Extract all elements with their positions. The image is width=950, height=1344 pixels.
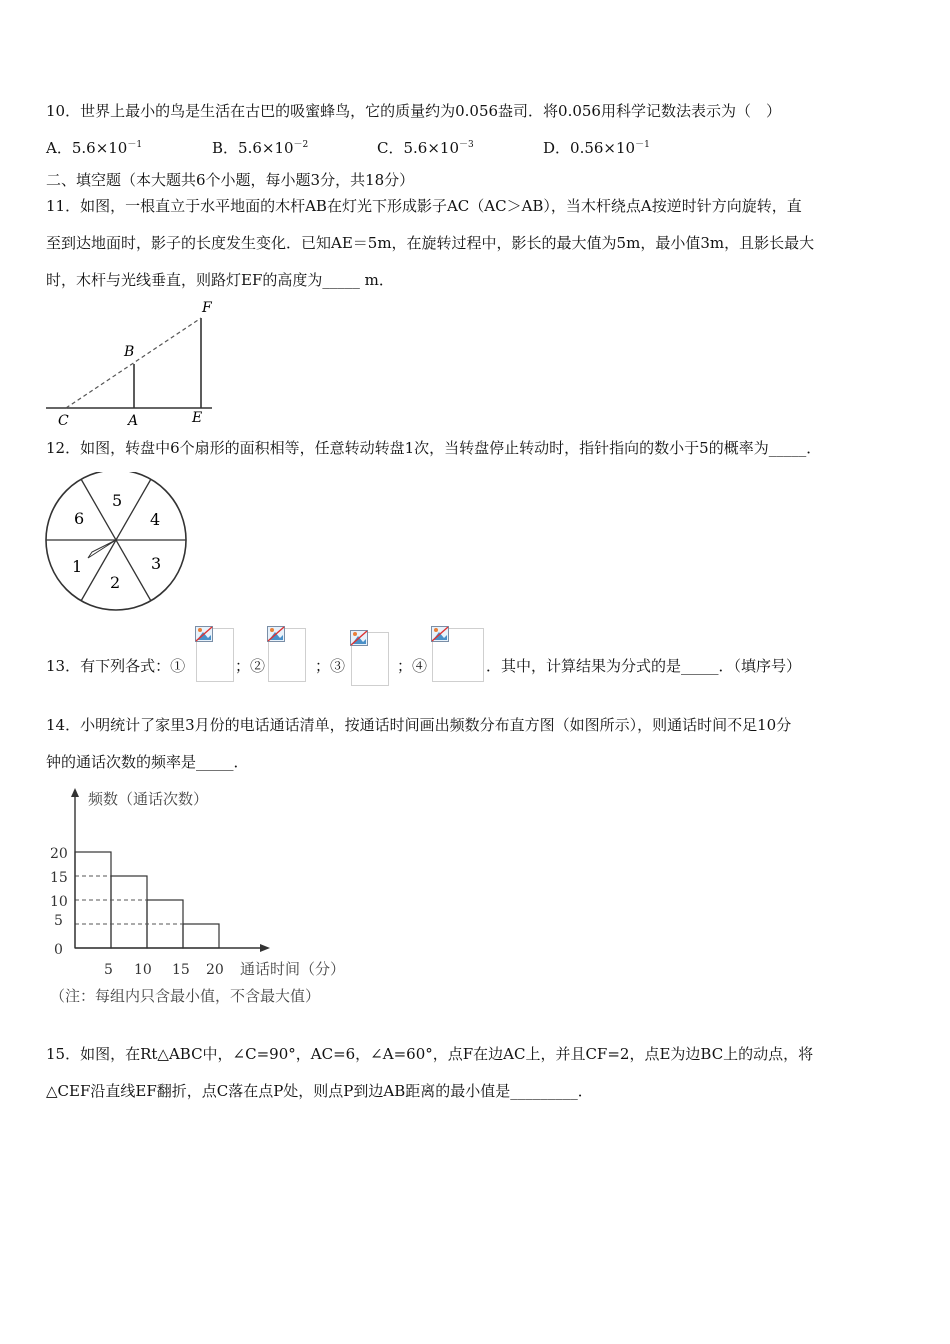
y-axis-arrow	[71, 788, 79, 797]
histogram-bar-2	[111, 876, 147, 948]
label-c: C	[58, 413, 69, 429]
sector-3: 3	[151, 554, 162, 573]
sector-6: 6	[74, 509, 85, 528]
q10-option-b[interactable]: B．$5.6\times 10^{-2}$	[212, 139, 309, 157]
q11-line-2: 至到达地面时，影子的长度发生变化．已知AE＝5m，在旋转过程中，影长的最大值为5m，最小值3m，且影长最大	[46, 234, 815, 252]
x-axis-label: 通话时间（分）	[240, 960, 346, 978]
q13-formula-2-image	[268, 628, 306, 682]
q10-stem: 10．世界上最小的鸟是生活在古巴的吸蜜蜂鸟，它的质量约为0.056盎司．将0.056用科学记数法表示为（ ）	[46, 102, 781, 120]
q10-option-c[interactable]: C．$5.6\times 10^{-3}$	[377, 139, 474, 157]
q14-line-2: 钟的通话次数的频率是_____．	[46, 753, 249, 771]
q13-separator-3: ；③	[315, 657, 346, 675]
section-heading: 二、填空题（本大题共6个小题，每小题3分，共18分）	[46, 171, 415, 189]
y-tick-10: 10	[50, 894, 68, 910]
x-tick-5: 5	[104, 962, 113, 978]
histogram-note: （注：每组内只含最小值，不含最大值）	[50, 987, 321, 1005]
x-tick-20: 20	[206, 962, 224, 978]
q13-separator-2: ；②	[235, 657, 266, 675]
q13-prefix: 13．有下列各式：①	[46, 657, 186, 675]
sector-5: 5	[112, 491, 123, 510]
y-tick-15: 15	[50, 870, 68, 886]
q13-formula-4-image	[432, 628, 484, 682]
q11-line-3: 时，木杆与光线垂直，则路灯EF的高度为_____ m．	[46, 271, 394, 289]
q10-option-d[interactable]: D．$0.56\times 10^{-1}$	[543, 139, 650, 157]
broken-image-icon	[195, 626, 213, 642]
q12-stem: 12．如图，转盘中6个扇形的面积相等，任意转动转盘1次，当转盘停止转动时，指针指向的数小于5的概率为_____．	[46, 439, 822, 457]
y-axis-label: 频数（通话次数）	[88, 790, 209, 808]
broken-image-icon	[267, 626, 285, 642]
sector-2: 2	[110, 573, 121, 592]
q13-separator-4: ；④	[397, 657, 428, 675]
histogram-bar-4	[183, 924, 219, 948]
spinner-pointer	[88, 540, 116, 558]
q11-line-1: 11．如图，一根直立于水平地面的木杆AB在灯光下形成影子AC（AC＞AB），当木杆绕点A按逆时针方向旋转，直	[46, 197, 802, 215]
broken-image-icon	[431, 626, 449, 642]
q13-formula-3-image	[351, 632, 389, 686]
q15-line-2: △CEF沿直线EF翻折，点C落在点P处，则点P到边AB距离的最小值是_________．	[46, 1082, 593, 1100]
label-e: E	[192, 410, 203, 426]
q12-spinner	[44, 472, 190, 612]
q13-suffix: ．其中，计算结果为分式的是_____．（填序号）	[486, 657, 802, 675]
label-f: F	[202, 300, 212, 316]
y-tick-0: 0	[54, 942, 63, 958]
q15-line-1: 15．如图，在Rt△ABC中，∠C=90°，AC=6，∠A=60°，点F在边AC上，并且CF=2，点E为边BC上的动点，将	[46, 1045, 814, 1063]
sector-4: 4	[150, 510, 161, 529]
x-tick-15: 15	[172, 962, 190, 978]
x-tick-10: 10	[134, 962, 152, 978]
broken-image-icon	[350, 630, 368, 646]
x-axis-arrow	[260, 944, 270, 952]
label-a: A	[128, 413, 139, 429]
q14-line-1: 14．小明统计了家里3月份的电话通话清单，按通话时间画出频数分布直方图（如图所示），则通话时间不足10分	[46, 716, 792, 734]
q11-figure	[44, 298, 224, 430]
q13-formula-1-image	[196, 628, 234, 682]
label-b: B	[124, 344, 135, 360]
y-tick-20: 20	[50, 846, 68, 862]
y-tick-5: 5	[54, 913, 63, 929]
sector-1: 1	[72, 557, 83, 576]
q10-option-a[interactable]: A．$5.6\times 10^{-1}$	[46, 139, 143, 157]
q14-histogram	[44, 786, 364, 1014]
